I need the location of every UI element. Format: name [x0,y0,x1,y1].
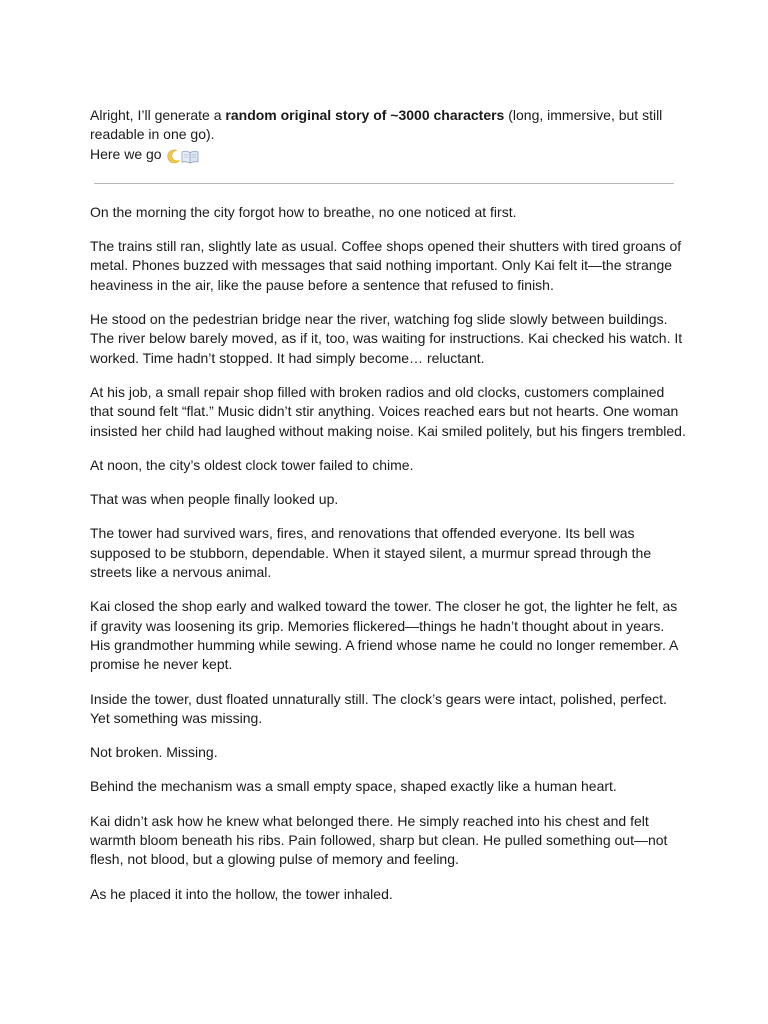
story-paragraph: The tower had survived wars, fires, and renovations that offended everyone. Its bell was supposed to be stubborn, dependable. When it stayed silent, a murmur spread through the streets like a nervous animal. [90,525,652,581]
intro-line-2-text: Here we go [90,145,162,162]
story-paragraph: He stood on the pedestrian bridge near the river, watching fog slide slowly between buildings. The river below barely moved, as if it, too, was waiting for instructions. Kai checked his watch. It worked. Time hadn’t stopped. It had simply become… reluctant. [90,311,683,366]
crescent-moon-icon [166,149,181,164]
story-paragraph: That was when people finally looked up. [90,491,339,508]
story-paragraph: As he placed it into the hollow, the tower inhaled. [90,885,393,902]
story-paragraph: On the morning the city forgot how to breathe, no one noticed at first. [90,203,517,220]
story-paragraph: Kai closed the shop early and walked toward the tower. The closer he got, the lighter he felt, as if gravity was loosening its grip. Memories flickered—things he hadn’t thought about in years. His grandmother humming while sewing. A friend whose name he could no longer remember. A promise he never kept. [90,598,678,673]
story-paragraph: Kai didn’t ask how he knew what belonged there. He simply reached into his chest and felt warmth bloom beneath his ribs. Pain followed, sharp but clean. He pulled something out—not flesh, not blood, but a glowing pulse of memory and feeling. [90,812,668,868]
intro-prefix: Alright, I’ll generate a [90,107,226,123]
intro-icons [166,147,199,166]
section-divider [94,183,674,184]
story-paragraph: Inside the tower, dust floated unnaturally still. The clock’s gears were intact, polished, perfect. Yet something was missing. [90,690,667,726]
intro-line-2 [90,145,686,166]
story-paragraph: At noon, the city’s oldest clock tower failed to chime. [90,456,414,473]
story-paragraph: Not broken. Missing. [90,744,218,761]
story-body [90,203,686,904]
intro [90,106,686,166]
intro-bold: random original story of ~3000 characters [225,107,505,123]
document-page [90,106,686,919]
story-paragraph: Behind the mechanism was a small empty space, shaped exactly like a human heart. [90,778,617,795]
intro-line-1 [90,106,686,145]
story-paragraph: At his job, a small repair shop filled with broken radios and old clocks, customers complained that sound felt “flat.” Music didn’t stir anything. Voices reached ears but not hearts. One woman insisted her child had laughed without making noise. Kai smiled politely, but his fingers trembled. [90,383,686,439]
open-book-icon [181,150,199,164]
story-paragraph: The trains still ran, slightly late as usual. Coffee shops opened their shutters with tired groans of metal. Phones buzzed with messages that said nothing important. Only Kai felt it—the strange heaviness in the air, like the pause before a sentence that refused to finish. [90,238,682,293]
intro-suffix: (long, immersive, but still readable in one go). [90,107,663,143]
